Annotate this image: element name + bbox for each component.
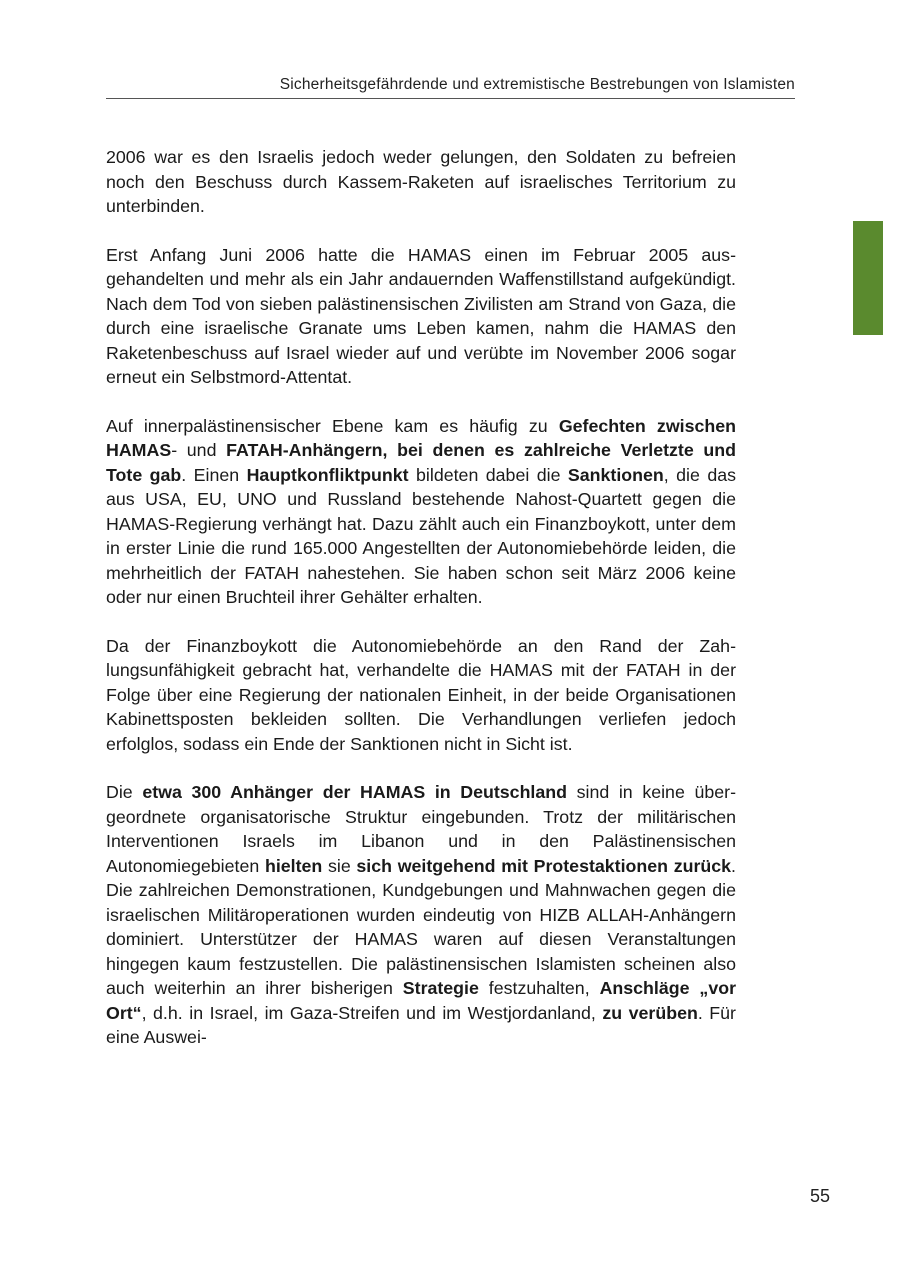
text-run: . Die zahlreichen Demonstrationen, Kundgebungen und Mahnwachen gegen die israelischen Militäroperationen wurden eindeutig von HIZB ALLAH-Anhängern dominiert. Unterstützer der HAMAS waren auf diesen Veranstaltungen hingegen kaum festzustellen. Die palästinensischen Islamisten scheinen also auch weiterhin an ihrer bisherigen (106, 855, 736, 998)
running-header-title: Sicherheitsgefährdende und extremistische Bestrebungen von Islamisten (279, 76, 795, 93)
text-run: - und (171, 440, 227, 460)
bold-text-run: sich weitgehend mit Protestaktionen zurück (356, 855, 732, 876)
bold-text-run: Strategie (402, 978, 479, 998)
paragraph (106, 243, 736, 390)
text-run: Auf innerpalästinensischer Ebene kam es häufig zu (106, 415, 559, 436)
bold-text-run: FATAH-Anhängern, bei denen es zahlreiche Verletzte und Tote gab (106, 440, 736, 485)
bold-text-run: Anschläge „vor Ort“ (106, 978, 736, 1023)
text-run: , d.h. in Israel, im Gaza-Streifen und im Westjordanland, (141, 1002, 603, 1023)
paragraph (106, 145, 736, 219)
page-number: 55 (809, 1186, 830, 1206)
text-run: . Einen (181, 464, 247, 485)
text-run: Erst Anfang Juni 2006 hatte die HAMAS einen im Februar 2005 ausgehandelten und mehr als ein Jahr andauernden Waffenstillstand aufgekündigt. Nach dem Tod von sieben palästinensischen Zivilisten am Strand von Gaza, die durch eine israelische Granate ums Leben kamen, nahm die HAMAS den Raketenbeschuss auf Israel wieder auf und verübte im November 2006 sogar erneut ein Selbstmord-Attentat. (106, 244, 736, 387)
bold-text-run: zu verüben (602, 1002, 698, 1023)
bold-text-run: etwa 300 Anhänger der HAMAS in Deutschland (142, 782, 567, 802)
text-run: . Für eine Auswei- (106, 1002, 736, 1047)
text-run: , die das aus USA, EU, UNO und Russland bestehende Nahost-Quartett gegen die HAMAS-Regierung verhängt hat. Dazu zählt auch ein Finanzboykott, unter dem in erster Linie die rund 165.000 Angestellten der Autonomiebehörde leiden, die mehrheitlich der FATAH nahestehen. Sie haben schon seit März 2006 keine oder nur einen Bruchteil ihrer Gehälter erhalten. (106, 464, 736, 607)
bold-text-run: Gefechten zwischen HAMAS (106, 415, 736, 460)
text-run: sie (322, 855, 357, 876)
text-run: bildeten dabei die (408, 464, 568, 485)
running-header (106, 74, 795, 99)
chapter-tab-marker (853, 221, 883, 335)
body-text (106, 145, 736, 1074)
bold-text-run: Hauptkonfliktpunkt (246, 464, 409, 485)
text-run: Da der Finanzboykott die Autonomiebehörde an den Rand der Zahlungsunfähigkeit gebracht hat, verhandelte die HAMAS mit der FATAH in der Folge über eine Regierung der nationalen Einheit, in der beide Organisationen Kabinettsposten bekleiden sollten. Die Verhandlungen verliefen jedoch erfolglos, sodass ein Ende der Sanktionen nicht in Sicht ist. (106, 635, 736, 754)
paragraph (106, 634, 736, 757)
text-run: festzuhalten, (478, 978, 600, 998)
bold-text-run: Sanktionen (567, 464, 664, 485)
text-run: Die (106, 782, 143, 802)
paragraph (106, 780, 736, 1050)
text-run: 2006 war es den Israelis jedoch weder gelungen, den Soldaten zu befreien noch den Beschuss durch Kassem-Raketen auf israelisches Territorium zu unterbinden. (106, 147, 736, 216)
paragraph (106, 414, 736, 610)
bold-text-run: hielten (264, 855, 323, 876)
text-run: sind in keine übergeordnete organisatorische Struktur eingebunden. Trotz der militärischen Interventionen Israels im Libanon und in den Palästinensischen Autonomiegebieten (106, 782, 736, 876)
